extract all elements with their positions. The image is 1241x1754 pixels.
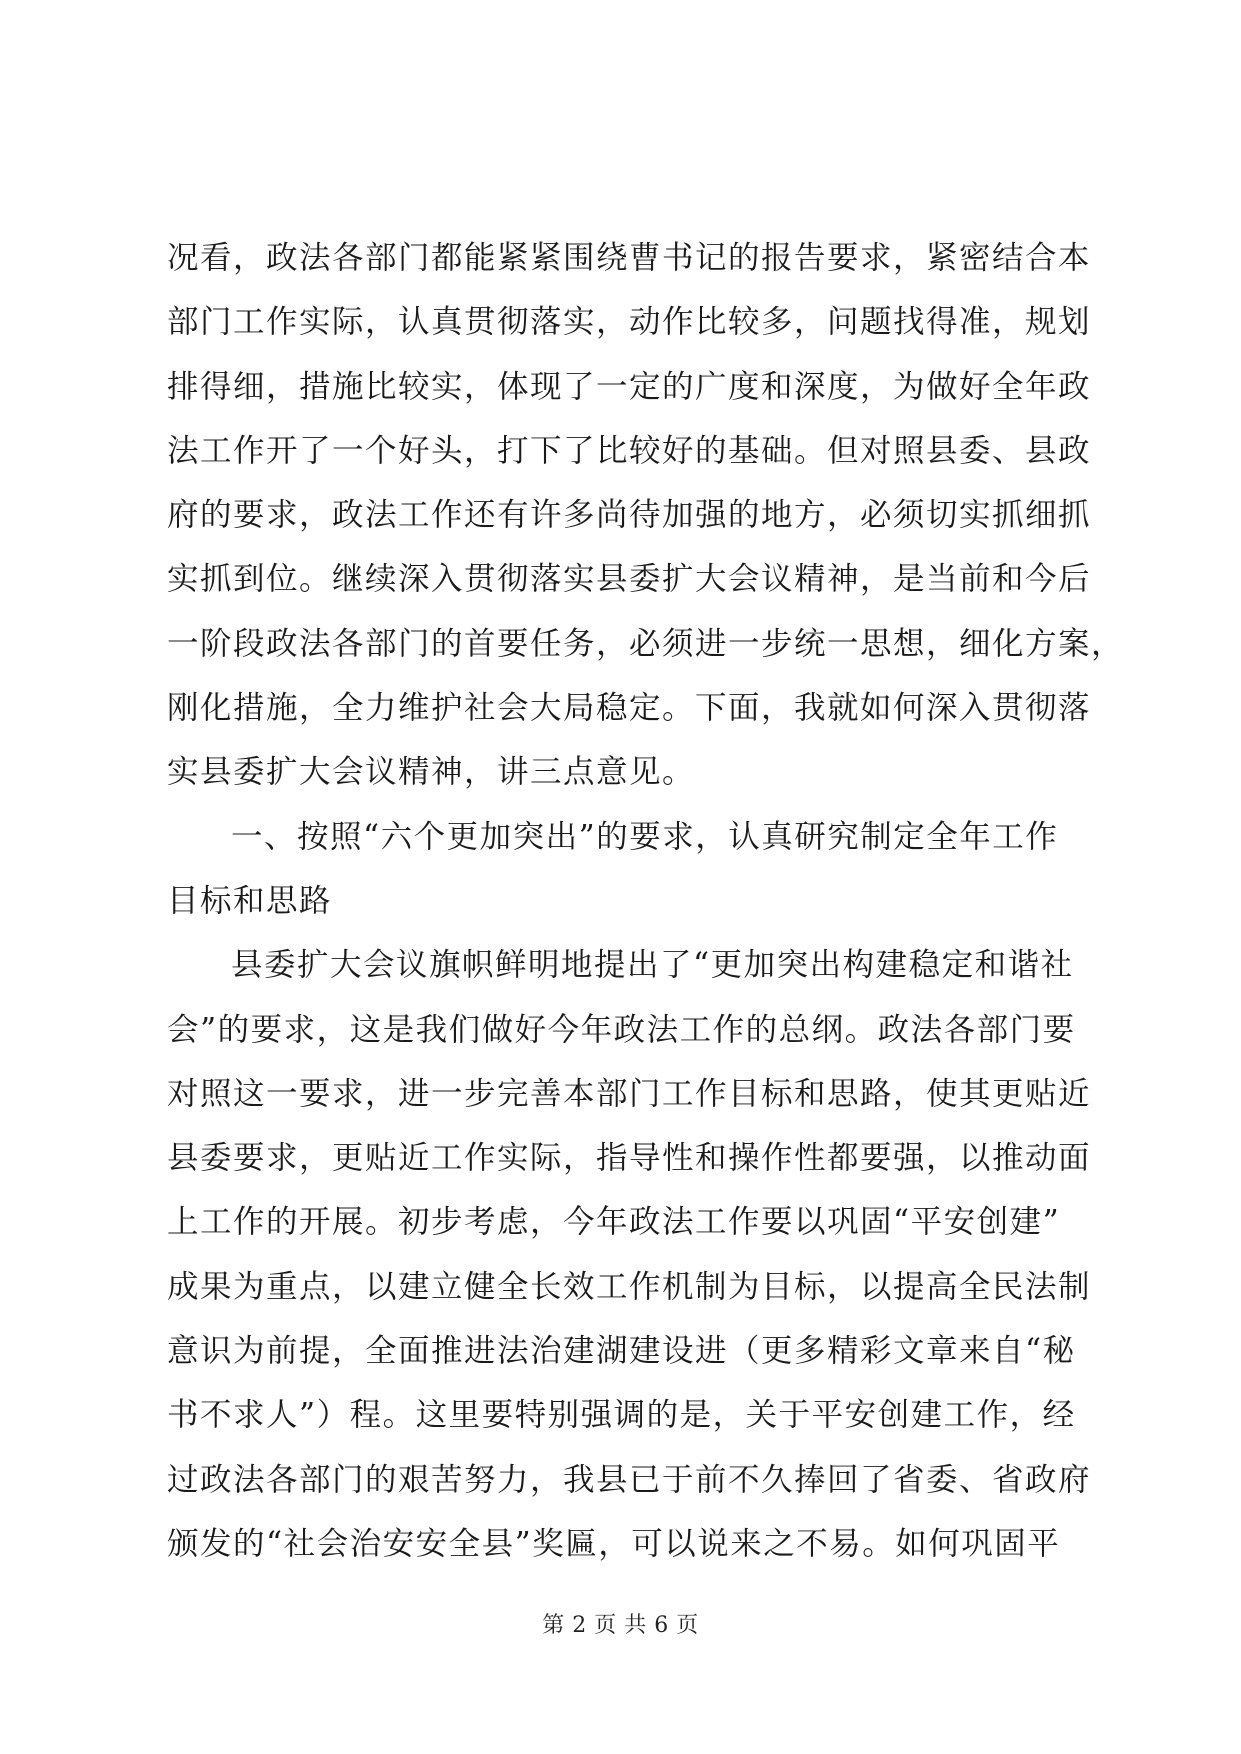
text-line: 上工作的开展。初步考虑，今年政法工作要以巩固“平安创建”	[167, 1204, 1061, 1241]
body-text	[167, 226, 1125, 1576]
text-line: 排得细，措施比较实，体现了一定的广度和深度，为做好全年政	[167, 368, 1092, 405]
text-line: 刚化措施，全力维护社会大局稳定。下面，我就如何深入贯彻落	[167, 690, 1092, 727]
text-line: 对照这一要求，进一步完善本部门工作目标和思路，使其更贴近	[167, 1075, 1092, 1112]
text-line: 过政法各部门的艰苦努力，我县已于前不久捧回了省委、省政府	[167, 1461, 1092, 1498]
page-footer: 第 2 页 共 6 页	[542, 1613, 699, 1638]
text-line: 法工作开了一个好头，打下了比较好的基础。但对照县委、县政	[167, 432, 1092, 469]
text-line: 实抓到位。继续深入贯彻落实县委扩大会议精神，是当前和今后	[167, 561, 1092, 598]
text-line: 目标和思路	[167, 882, 333, 919]
text-line: 实县委扩大会议精神，讲三点意见。	[167, 754, 696, 791]
text-line: 意识为前提，全面推进法治建湖建设进（更多精彩文章来自“秘	[167, 1333, 1076, 1370]
text-line: 部门工作实际，认真贯彻落实，动作比较多，问题找得准，规划	[167, 304, 1092, 341]
text-line: 况看，政法各部门都能紧紧围绕曹书记的报告要求，紧密结合本	[167, 240, 1092, 276]
text-line: 颁发的“社会治安安全县”奖匾，可以说来之不易。如何巩固平	[167, 1525, 1061, 1562]
text-line: 县委扩大会议旗帜鲜明地提出了“更加突出构建稳定和谐社	[231, 947, 1074, 984]
text-line: 书不求人”）程。这里要特别强调的是，关于平安创建工作，经	[167, 1397, 1076, 1434]
text-line: 一、按照“六个更加突出”的要求，认真研究制定全年工作	[231, 818, 1059, 855]
text-line: 会”的要求，这是我们做好今年政法工作的总纲。政法各部门要	[167, 1011, 1076, 1048]
text-line: 县委要求，更贴近工作实际，指导性和操作性都要强，以推动面	[167, 1140, 1092, 1177]
text-line: 府的要求，政法工作还有许多尚待加强的地方，必须切实抓细抓	[167, 497, 1092, 534]
text-line: 一阶段政法各部门的首要任务，必须进一步统一思想，细化方案，	[167, 625, 1125, 662]
text-line: 成果为重点，以建立健全长效工作机制为目标，以提高全民法制	[167, 1268, 1092, 1305]
